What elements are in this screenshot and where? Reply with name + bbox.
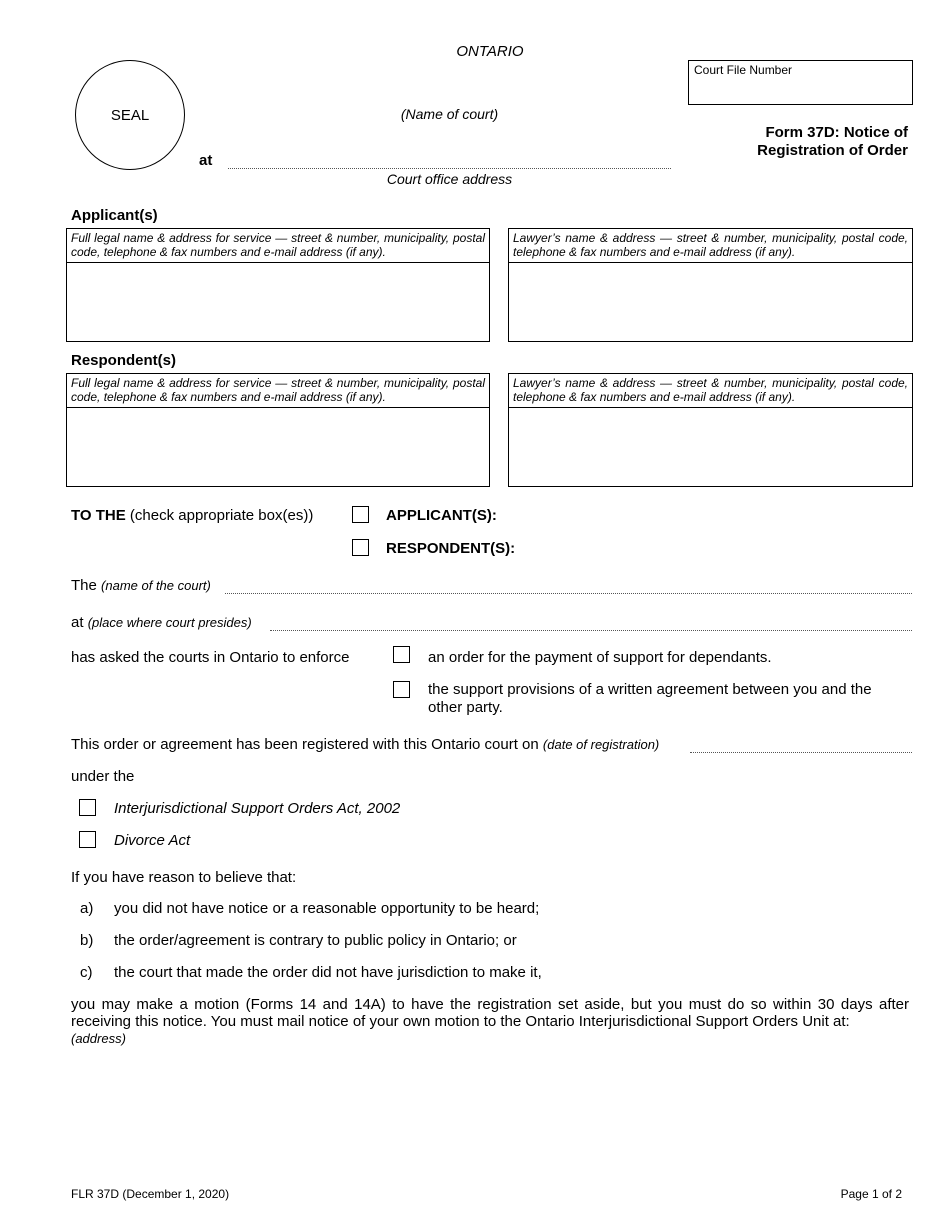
enforce-option-1: an order for the payment of support for dependants. (428, 649, 772, 666)
applicants-option-label: APPLICANT(S): (386, 507, 497, 524)
applicants-heading: Applicant(s) (71, 207, 158, 224)
court-file-number-label: Court File Number (694, 63, 793, 77)
motion-paragraph: you may make a motion (Forms 14 and 14A) to have the registration set aside, but you must do so within 30 days after receiving this notice. You must mail notice of your own motion to the Ontario Interjurisdictional Support Orders Unit at: (71, 996, 909, 1030)
applicants-checkbox[interactable] (352, 506, 369, 523)
under-the-text: under the (71, 768, 135, 785)
enforce-option-2-line1: the support provisions of a written agreement between you and the (428, 681, 872, 698)
at-body-label: at (71, 614, 84, 631)
address-caption: (address) (71, 1031, 126, 1046)
court-office-caption: Court office address (386, 171, 513, 187)
registered-text: This order or agreement has been registered with this Ontario court on (71, 736, 539, 753)
to-the-label (71, 507, 313, 524)
the-court-caption: (name of the court) (101, 578, 211, 593)
respondent-lawyer-box[interactable] (508, 373, 913, 487)
isoa-label: Interjurisdictional Support Orders Act, 2002 (114, 800, 401, 817)
registered-sentence (71, 736, 659, 753)
applicant-party-box[interactable] (66, 228, 490, 342)
reason-letter: a) (80, 900, 94, 917)
divorce-act-label: Divorce Act (114, 832, 191, 849)
to-the-bold: TO THE (71, 507, 126, 524)
the-label: The (71, 577, 97, 594)
form-title (680, 124, 908, 160)
isoa-checkbox[interactable] (79, 799, 96, 816)
court-name-caption: (Name of court) (400, 106, 499, 122)
registration-date-line[interactable] (690, 752, 912, 753)
seal-label: SEAL (110, 106, 150, 124)
asked-text: has asked the courts in Ontario to enforce (71, 649, 350, 666)
court-office-address-line[interactable] (228, 168, 671, 169)
enforce-order-checkbox[interactable] (393, 646, 410, 663)
court-file-number-box[interactable] (688, 60, 913, 105)
place-line[interactable] (270, 630, 912, 631)
respondents-checkbox[interactable] (352, 539, 369, 556)
reason-text: you did not have notice or a reasonable opportunity to be heard; (114, 900, 540, 917)
applicant-lawyer-box[interactable] (508, 228, 913, 342)
court-name-line[interactable] (225, 593, 912, 594)
enforce-option-2 (428, 681, 872, 717)
reason-text: the order/agreement is contrary to public policy in Ontario; or (114, 932, 517, 949)
respondent-party-box[interactable] (66, 373, 490, 487)
place-caption: (place where court presides) (87, 615, 252, 630)
enforce-agreement-checkbox[interactable] (393, 681, 410, 698)
registered-caption: (date of registration) (542, 737, 660, 752)
believe-intro: If you have reason to believe that: (71, 869, 297, 886)
to-the-note: (check appropriate box(es)) (129, 507, 314, 524)
the-court-label (71, 577, 211, 594)
province-title: ONTARIO (456, 43, 524, 60)
applicant-party-caption: Full legal name & address for service — street & number, municipality, postal code, telephone & fax numbers and e-mail address (if any). (67, 229, 489, 263)
seal (75, 60, 185, 170)
reason-letter: c) (80, 964, 93, 981)
place-label (71, 614, 252, 631)
respondent-party-caption: Full legal name & address for service — street & number, municipality, postal code, telephone & fax numbers and e-mail address (if any). (67, 374, 489, 408)
page-number: Page 1 of 2 (840, 1187, 902, 1201)
applicant-lawyer-caption: Lawyer’s name & address — street & number, municipality, postal code, telephone & fax numbers and e-mail address (if any). (509, 229, 912, 263)
enforce-option-2-line2: other party. (428, 699, 503, 716)
reason-text: the court that made the order did not have jurisdiction to make it, (114, 964, 542, 981)
form-title-line2: Registration of Order (757, 142, 908, 159)
form-code: FLR 37D (December 1, 2020) (71, 1187, 230, 1201)
form-title-line1: Form 37D: Notice of (765, 124, 908, 141)
respondents-heading: Respondent(s) (71, 352, 176, 369)
respondents-option-label: RESPONDENT(S): (386, 540, 516, 557)
respondent-lawyer-caption: Lawyer’s name & address — street & number, municipality, postal code, telephone & fax numbers and e-mail address (if any). (509, 374, 912, 408)
reason-letter: b) (80, 932, 94, 949)
at-label: at (199, 152, 213, 169)
divorce-act-checkbox[interactable] (79, 831, 96, 848)
